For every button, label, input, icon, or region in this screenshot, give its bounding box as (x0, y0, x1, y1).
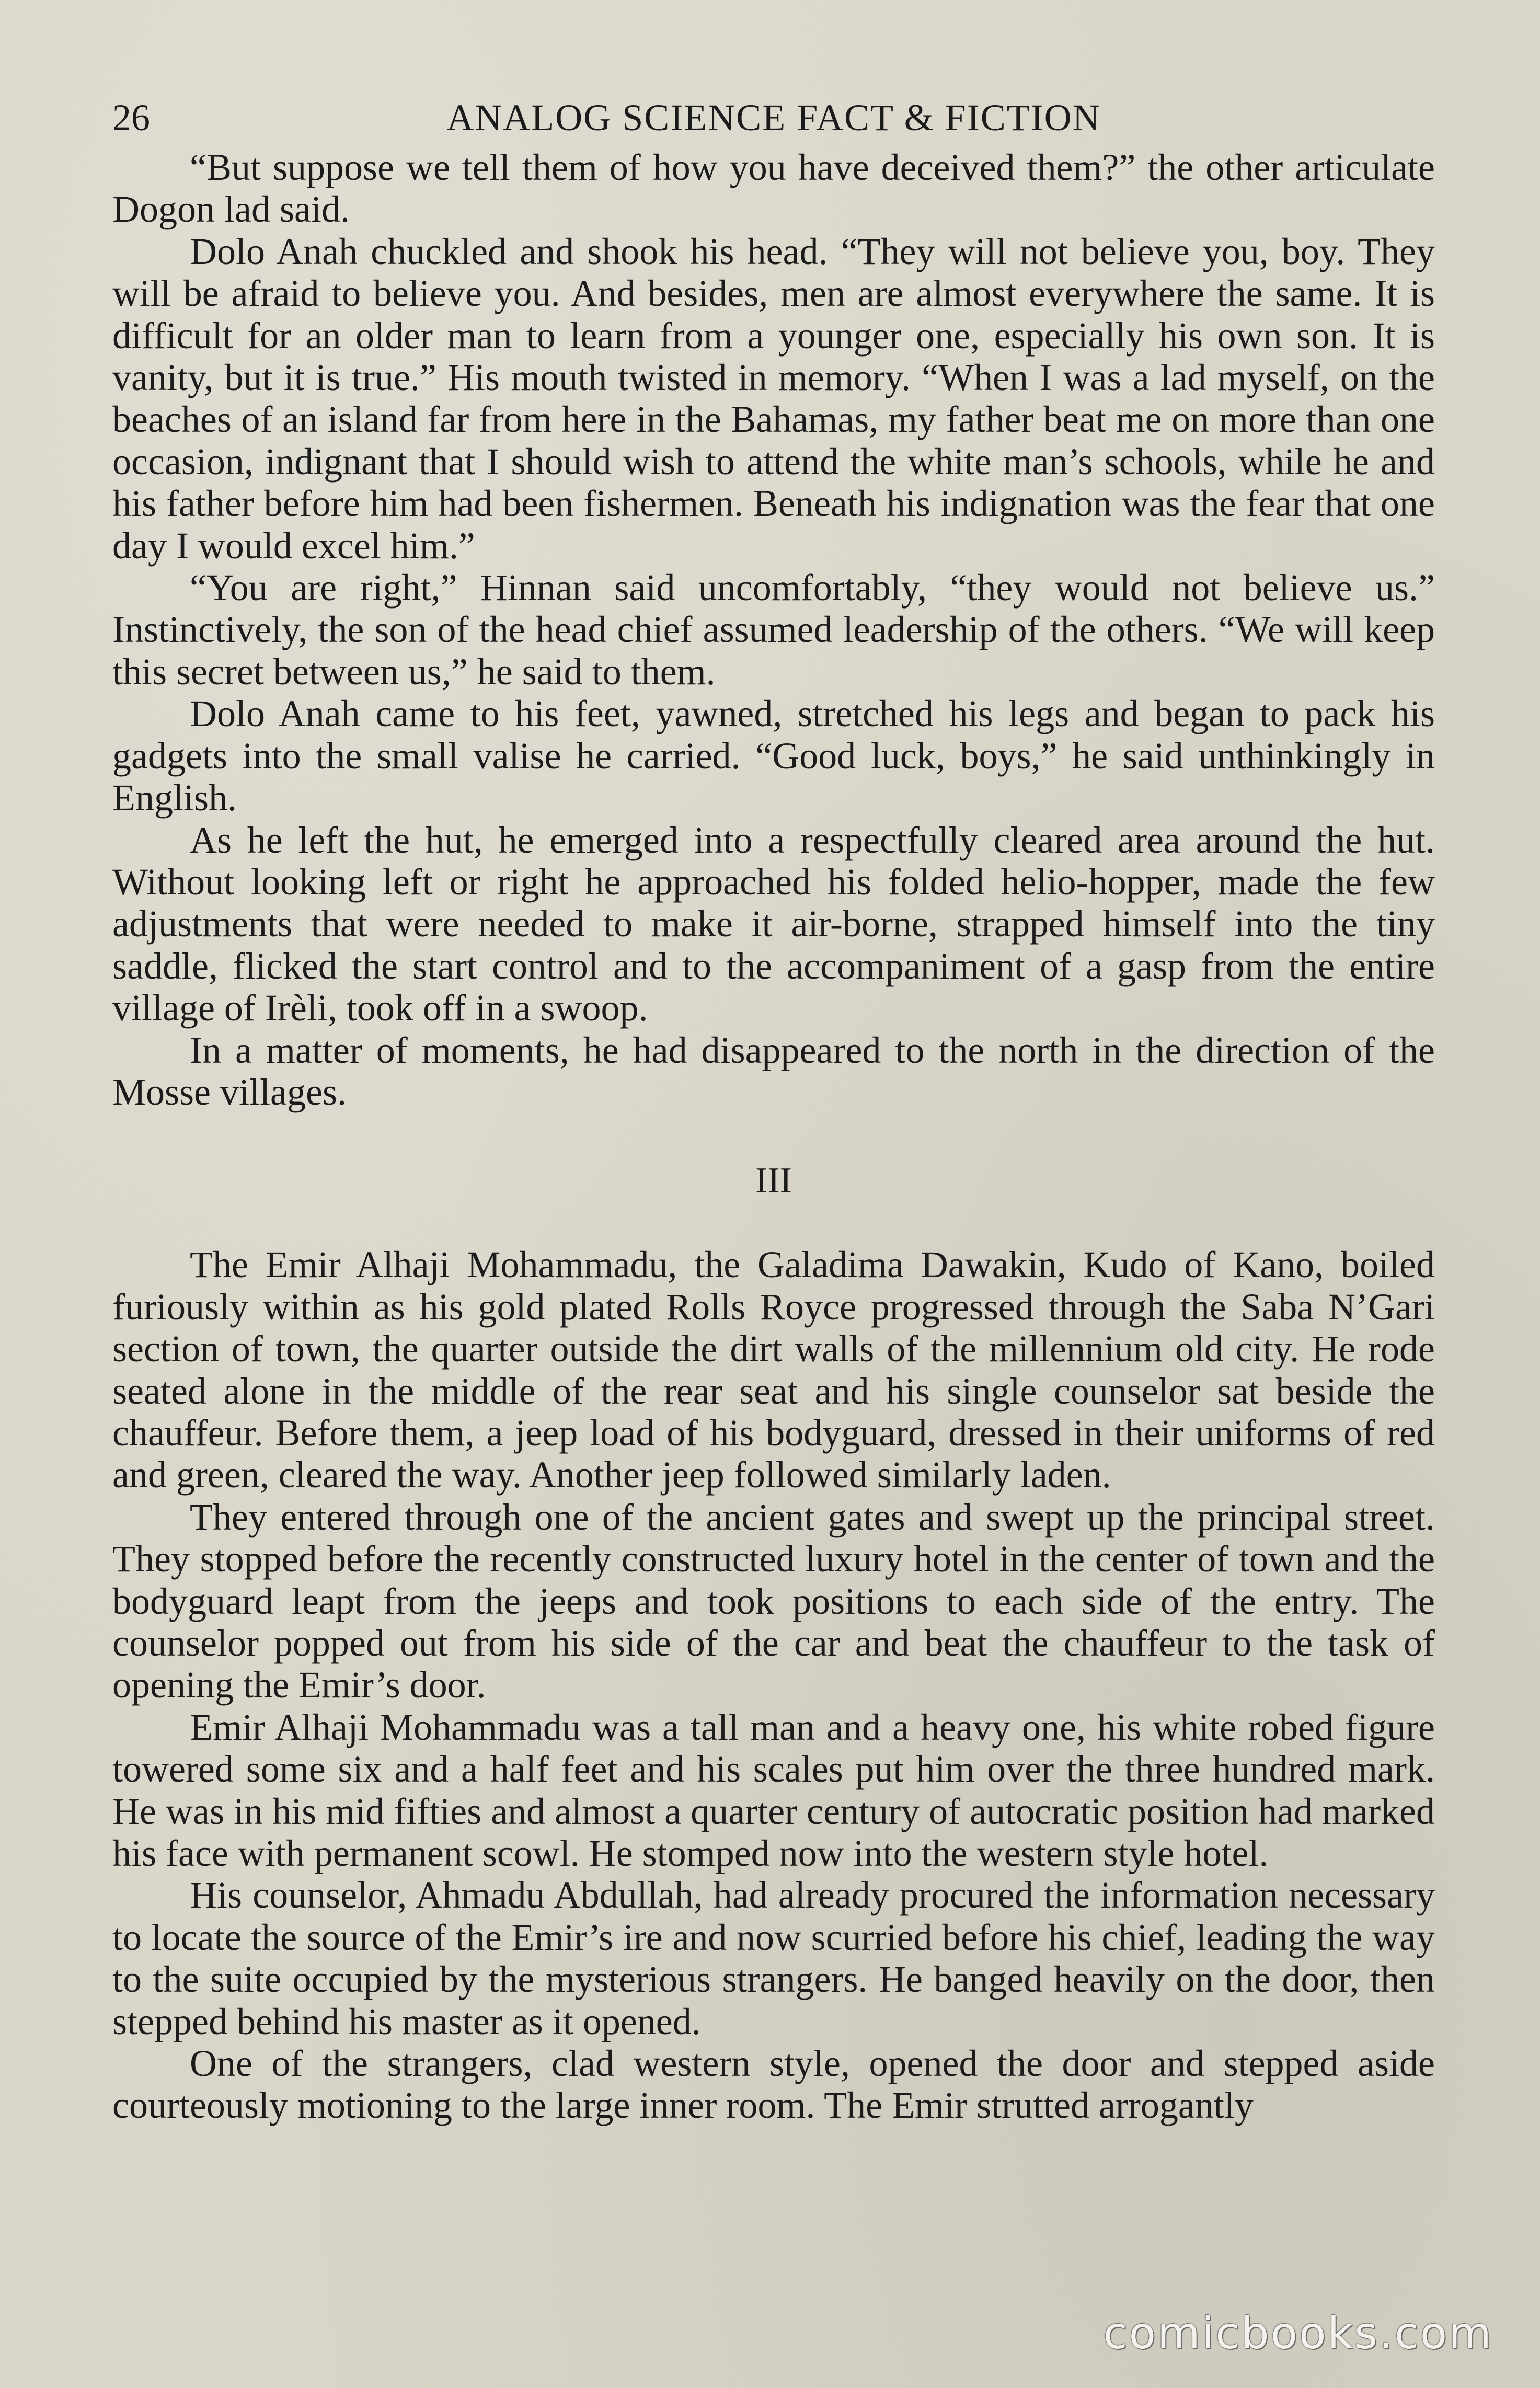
paragraph: The Emir Alhaji Mohammadu, the Galadima Dawakin, Kudo of Kano, boiled furiously within as his gold plated Rolls Royce progressed through the Saba N’Gari section of town, the quarter outside the dirt walls of the millennium old city. He rode seated alone in the middle of the rear seat and his single counselor sat beside the chauffeur. Before them, a jeep load of his bodyguard, dressed in their uniforms of red and green, cleared the way. Another jeep followed similarly laden. (112, 1244, 1435, 1496)
paragraph: As he left the hut, he emerged into a respectfully cleared area around the hut. Without looking left or right he approached his folded helio-hopper, made the few adjustments that were needed to make it air-borne, strapped himself into the tiny saddle, flicked the start control and to the accompaniment of a gasp from the entire village of Irèli, took off in a swoop. (112, 819, 1435, 1029)
section-heading: III (755, 1161, 792, 1201)
paragraph: “You are right,” Hinnan said uncomfortably, “they would not believe us.” Instinctively, the son of the head chief assumed leadership of the others. “We will keep this secret between us,” he said to them. (112, 567, 1435, 693)
paragraph: Emir Alhaji Mohammadu was a tall man and a heavy one, his white robed figure towered some six and a half feet and his scales put him over the three hundred mark. He was in his mid fifties and almost a quarter century of autocratic position had marked his face with permanent scowl. He stomped now into the western style hotel. (112, 1706, 1435, 1875)
paragraph: Dolo Anah chuckled and shook his head. “They will not believe you, boy. They will be afraid to believe you. And besides, men are almost everywhere the same. It is difficult for an older man to learn from a younger one, especially his own son. It is vanity, but it is true.” His mouth twisted in memory. “When I was a lad myself, on the beaches of an island far from here in the Bahamas, my father beat me on more than one occasion, indignant that I should wish to attend the white man’s schools, while he and his father before him had been fishermen. Beneath his indignation was the fear that one day I would excel him.” (112, 230, 1435, 567)
book-page (112, 89, 1435, 2127)
paragraph: “But suppose we tell them of how you have deceived them?” the other articulate Dogon lad said. (112, 146, 1435, 231)
body-text (112, 146, 1435, 2127)
paragraph: One of the strangers, clad western style, opened the door and stepped aside courteously motioning to the large inner room. The Emir strutted arrogantly (112, 2042, 1435, 2127)
running-title: ANALOG SCIENCE FACT & FICTION (446, 97, 1101, 139)
running-header (112, 89, 1435, 146)
page-number: 26 (112, 97, 150, 139)
paragraph: Dolo Anah came to his feet, yawned, stretched his legs and began to pack his gadgets into the small valise he carried. “Good luck, boys,” he said unthinkingly in English. (112, 693, 1435, 819)
paragraph: His counselor, Ahmadu Abdullah, had already procured the information necessary to locate the source of the Emir’s ire and now scurried before his chief, leading the way to the suite occupied by the mysterious strangers. He banged heavily on the door, then stepped behind his master as it opened. (112, 1874, 1435, 2042)
watermark: comicbooks.com (1103, 2307, 1493, 2359)
paragraph: In a matter of moments, he had disappeared to the north in the direction of the Mosse villages. (112, 1029, 1435, 1113)
paragraph: They entered through one of the ancient gates and swept up the principal street. They stopped before the recently constructed luxury hotel in the center of town and the bodyguard leapt from the jeeps and took positions to each side of the entry. The counselor popped out from his side of the car and beat the chauffeur to the task of opening the Emir’s door. (112, 1496, 1435, 1706)
